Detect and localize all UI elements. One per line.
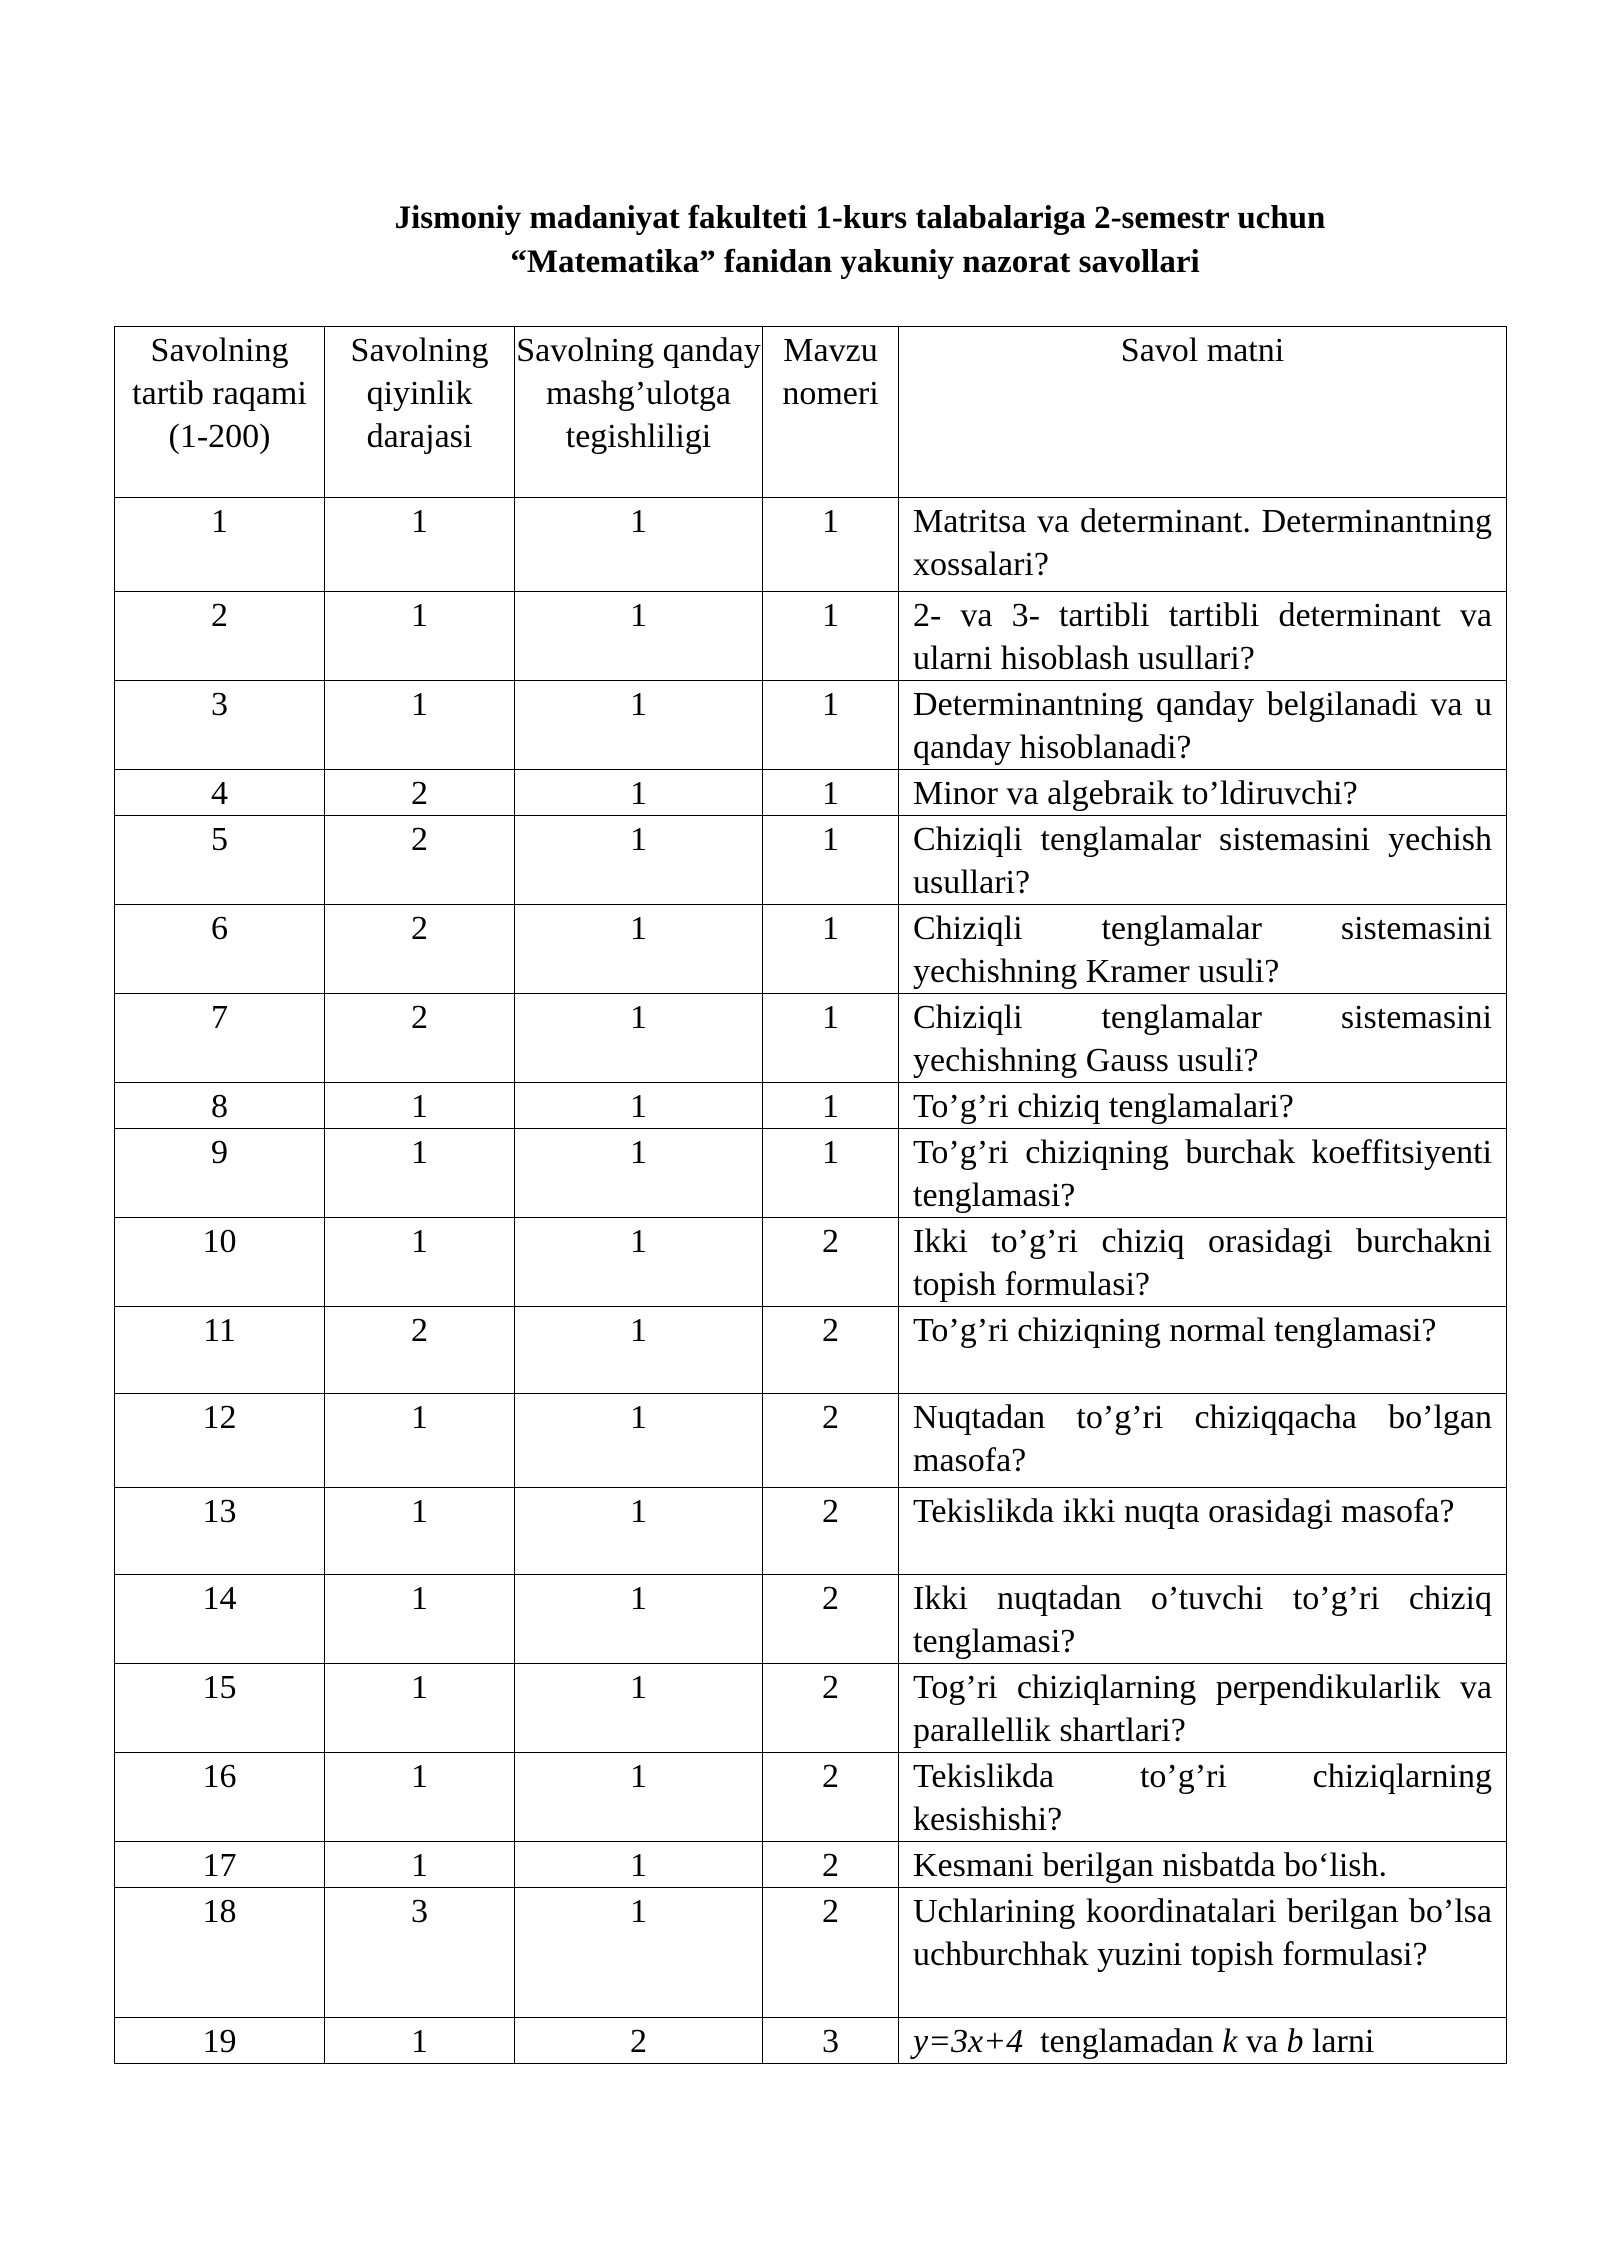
question-number-cell: 11 [115,1307,325,1394]
title-line-2: “Matematika” fanidan yakuniy nazorat savollari [510,244,1200,280]
session-type-cell: 2 [515,2018,763,2064]
question-number-cell: 10 [115,1218,325,1307]
question-number-cell: 19 [115,2018,325,2064]
table-row [115,1753,1507,1842]
topic-number-cell: 2 [763,1842,899,1888]
session-type-cell: 1 [515,1753,763,1842]
question-text-cell: Chiziqli tenglamalar sistemasini yechish usullari? [899,816,1507,905]
topic-number-cell: 2 [763,1218,899,1307]
question-text-cell: Tog’ri chiziqlarning perpendikularlik va parallellik shartlari? [899,1664,1507,1753]
question-number-cell: 17 [115,1842,325,1888]
session-type-cell: 1 [515,1888,763,2018]
topic-number-cell: 1 [763,681,899,770]
topic-number-cell: 1 [763,770,899,816]
session-type-cell: 1 [515,816,763,905]
header-question-number: Savolning tartib raqami (1-200) [115,327,325,498]
difficulty-cell: 1 [325,1488,515,1575]
variable-b: b [1286,2023,1304,2060]
session-type-cell: 1 [515,1575,763,1664]
text-part: tenglamadan [1023,2023,1223,2060]
question-text-cell: Ikki to’g’ri chiziq orasidagi burchakni topish formulasi? [899,1218,1507,1307]
difficulty-cell: 1 [325,1664,515,1753]
question-number-cell: 2 [115,592,325,681]
question-text-cell: 2- va 3- tartibli tartibli determinant va ularni hisoblash usullari? [899,592,1507,681]
difficulty-cell: 1 [325,681,515,770]
topic-number-cell: 2 [763,1575,899,1664]
question-number-cell: 1 [115,498,325,592]
session-type-cell: 1 [515,1488,763,1575]
table-row [115,770,1507,816]
difficulty-cell: 1 [325,2018,515,2064]
table-row [115,1488,1507,1575]
difficulty-cell: 1 [325,1129,515,1218]
questions-table [114,326,1507,2064]
table-row [115,816,1507,905]
difficulty-cell: 1 [325,1394,515,1488]
session-type-cell: 1 [515,770,763,816]
table-row [115,1218,1507,1307]
question-text-cell: Determinantning qanday belgilanadi va u qanday hisoblanadi? [899,681,1507,770]
question-number-cell: 18 [115,1888,325,2018]
question-number-cell: 4 [115,770,325,816]
table-row [115,681,1507,770]
topic-number-cell: 2 [763,1307,899,1394]
header-question-text: Savol matni [899,327,1507,498]
question-text-cell: Chiziqli tenglamalar sistemasini yechishning Kramer usuli? [899,905,1507,994]
difficulty-cell: 2 [325,994,515,1083]
table-row [115,905,1507,994]
session-type-cell: 1 [515,1664,763,1753]
question-number-cell: 16 [115,1753,325,1842]
table-row [115,1664,1507,1753]
session-type-cell: 1 [515,681,763,770]
question-text-cell: To’g’ri chiziqning burchak koeffitsiyenti tenglamasi? [899,1129,1507,1218]
session-type-cell: 1 [515,1218,763,1307]
topic-number-cell: 2 [763,1488,899,1575]
question-number-cell: 3 [115,681,325,770]
difficulty-cell: 2 [325,905,515,994]
title-line-1: Jismoniy madaniyat fakulteti 1-kurs talabalariga 2-semestr uchun [394,200,1326,236]
table-row [115,1083,1507,1129]
table-row [115,498,1507,592]
difficulty-cell: 1 [325,1218,515,1307]
difficulty-cell: 1 [325,1753,515,1842]
header-topic-number: Mavzu nomeri [763,327,899,498]
difficulty-cell: 1 [325,1575,515,1664]
table-row [115,1129,1507,1218]
session-type-cell: 1 [515,1842,763,1888]
table-row [115,1394,1507,1488]
table-row [115,1307,1507,1394]
topic-number-cell: 2 [763,1394,899,1488]
session-type-cell: 1 [515,1129,763,1218]
topic-number-cell: 1 [763,592,899,681]
question-number-cell: 5 [115,816,325,905]
session-type-cell: 1 [515,994,763,1083]
topic-number-cell: 2 [763,1888,899,2018]
header-session-type: Savolning qanday mashg’ulotga tegishliligi [515,327,763,498]
table-header-row [115,327,1507,498]
topic-number-cell: 3 [763,2018,899,2064]
question-number-cell: 15 [115,1664,325,1753]
document-title [0,196,1600,284]
text-part: larni [1303,2023,1375,2060]
difficulty-cell: 1 [325,498,515,592]
table-row [115,1888,1507,2018]
question-text-cell: Kesmani berilgan nisbatda bo‘lish. [899,1842,1507,1888]
session-type-cell: 1 [515,1307,763,1394]
topic-number-cell: 1 [763,816,899,905]
difficulty-cell: 2 [325,1307,515,1394]
question-text-cell: Nuqtadan to’g’ri chiziqqacha bo’lgan masofa? [899,1394,1507,1488]
question-number-cell: 9 [115,1129,325,1218]
question-text-cell: Tekislikda ikki nuqta orasidagi masofa? [899,1488,1507,1575]
text-part: va [1237,2023,1287,2060]
difficulty-cell: 2 [325,770,515,816]
topic-number-cell: 2 [763,1664,899,1753]
variable-k: k [1222,2023,1238,2060]
question-number-cell: 6 [115,905,325,994]
question-text-cell: To’g’ri chiziqning normal tenglamasi? [899,1307,1507,1394]
question-text-cell: Minor va algebraik to’ldiruvchi? [899,770,1507,816]
question-number-cell: 12 [115,1394,325,1488]
session-type-cell: 1 [515,498,763,592]
difficulty-cell: 1 [325,1083,515,1129]
topic-number-cell: 1 [763,1129,899,1218]
table-row [115,2018,1507,2064]
topic-number-cell: 2 [763,1753,899,1842]
question-text-cell: Matritsa va determinant. Determinantning xossalari? [899,498,1507,592]
equation: y=3x+4 [913,2023,1024,2060]
question-number-cell: 14 [115,1575,325,1664]
table-row [115,1575,1507,1664]
session-type-cell: 1 [515,1394,763,1488]
topic-number-cell: 1 [763,1083,899,1129]
question-number-cell: 13 [115,1488,325,1575]
session-type-cell: 1 [515,1083,763,1129]
question-text-cell: Ikki nuqtadan o’tuvchi to’g’ri chiziq tenglamasi? [899,1575,1507,1664]
header-difficulty: Savolning qiyinlik darajasi [325,327,515,498]
difficulty-cell: 1 [325,592,515,681]
question-text-cell: Uchlarining koordinatalari berilgan bo’lsa uchburchhak yuzini topish formulasi? [899,1888,1507,2018]
topic-number-cell: 1 [763,498,899,592]
question-number-cell: 8 [115,1083,325,1129]
table-row [115,994,1507,1083]
difficulty-cell: 2 [325,816,515,905]
question-number-cell: 7 [115,994,325,1083]
difficulty-cell: 1 [325,1842,515,1888]
question-text-cell: To’g’ri chiziq tenglamalari? [899,1083,1507,1129]
difficulty-cell: 3 [325,1888,515,2018]
session-type-cell: 1 [515,592,763,681]
table-row [115,1842,1507,1888]
session-type-cell: 1 [515,905,763,994]
table-row [115,592,1507,681]
question-text-cell [899,2018,1507,2064]
topic-number-cell: 1 [763,905,899,994]
table-body [115,498,1507,2064]
question-text-cell: Tekislikda to’g’ri chiziqlarning kesishishi? [899,1753,1507,1842]
topic-number-cell: 1 [763,994,899,1083]
question-text-cell: Chiziqli tenglamalar sistemasini yechishning Gauss usuli? [899,994,1507,1083]
